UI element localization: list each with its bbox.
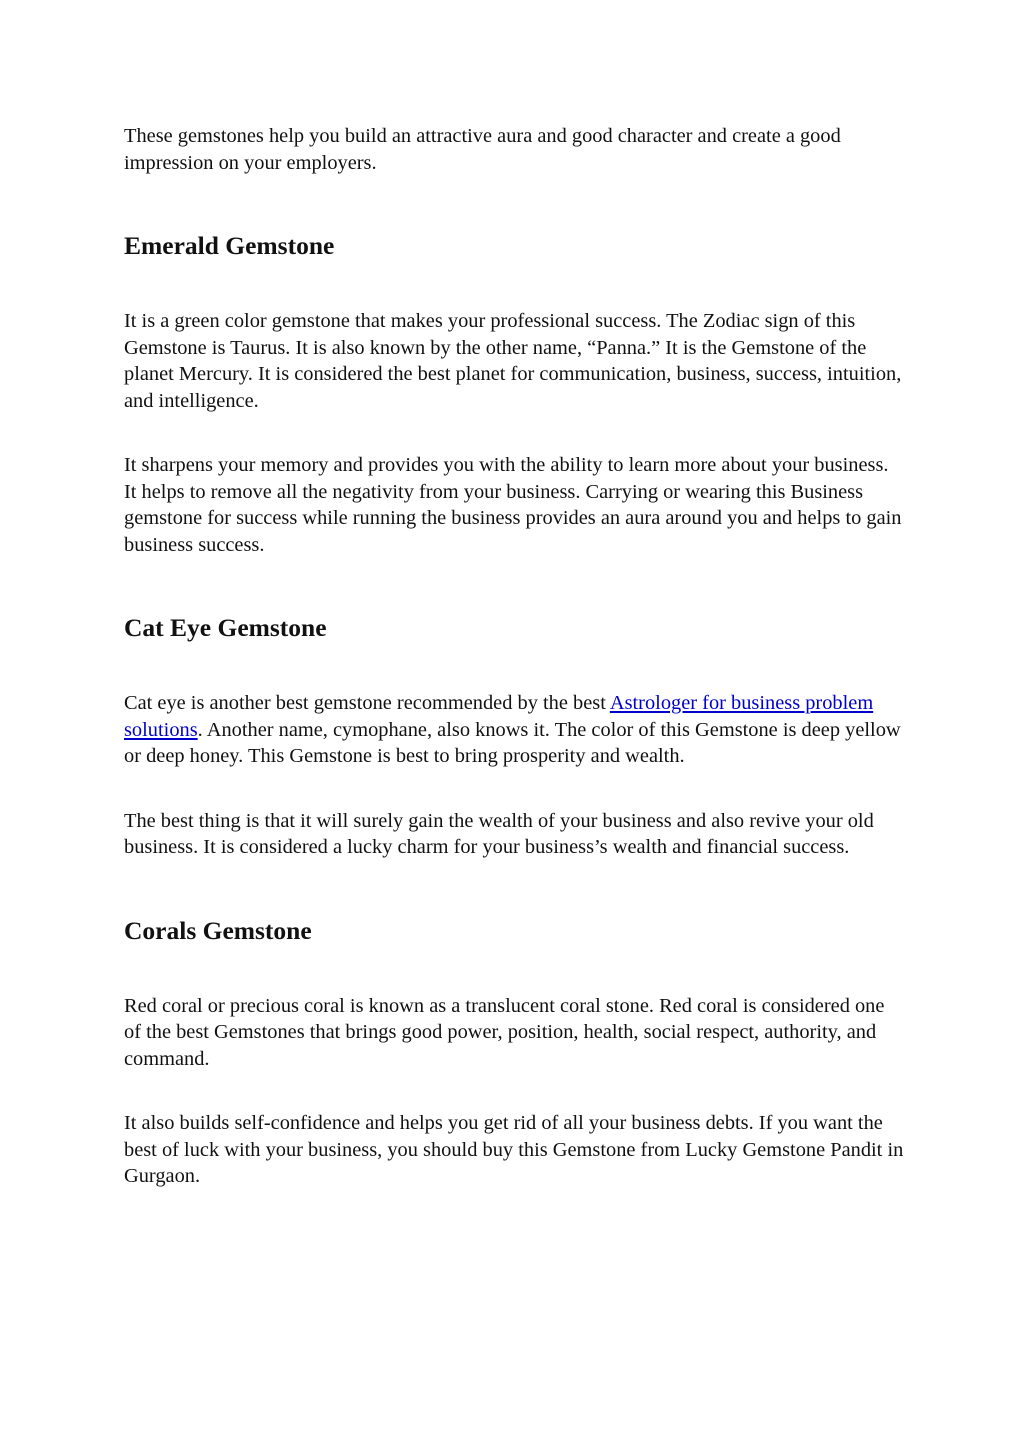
cat-eye-paragraph-1	[124, 690, 904, 770]
emerald-paragraph-1: It is a green color gemstone that makes your professional success. The Zodiac sign of this Gemstone is Taurus. It is also known by the other name, “Panna.” It is the Gemstone of the planet Mercury. It is considered the best planet for communication, business, success, intuition, and intelligence.	[124, 310, 902, 412]
intro-paragraph: These gemstones help you build an attractive aura and good character and create a good impression on your employers.	[124, 125, 841, 174]
corals-paragraph-2: It also builds self-confidence and helps you get rid of all your business debts. If you want the best of luck with your business, you should buy this Gemstone from Lucky Gemstone Pandit in Gurgaon.	[124, 1112, 904, 1187]
document-body	[124, 123, 904, 1190]
cat-eye-text-after-link: . Another name, cymophane, also knows it. The color of this Gemstone is deep yellow or deep honey. This Gemstone is best to bring prosperity and wealth.	[124, 718, 901, 767]
corals-paragraph-1: Red coral or precious coral is known as a translucent coral stone. Red coral is considered one of the best Gemstones that brings good power, position, health, social respect, authority, and command.	[124, 994, 885, 1070]
emerald-heading: Emerald Gemstone	[124, 231, 335, 260]
cat-eye-paragraph-2: The best thing is that it will surely gain the wealth of your business and also revive your old business. It is considered a lucky charm for your business’s wealth and financial success.	[124, 809, 874, 858]
emerald-paragraph-2: It sharpens your memory and provides you with the ability to learn more about your business. It helps to remove all the negativity from your business. Carrying or wearing this Business gemstone for success while running the business provides an aura around you and helps to gain business success.	[124, 454, 902, 556]
corals-heading: Corals Gemstone	[124, 915, 312, 945]
cat-eye-text-before-link: Cat eye is another best gemstone recommended by the best	[124, 692, 610, 714]
cat-eye-heading: Cat Eye Gemstone	[124, 613, 327, 642]
astrologer-link[interactable]: Astrologer for business problem solutions	[124, 692, 874, 741]
